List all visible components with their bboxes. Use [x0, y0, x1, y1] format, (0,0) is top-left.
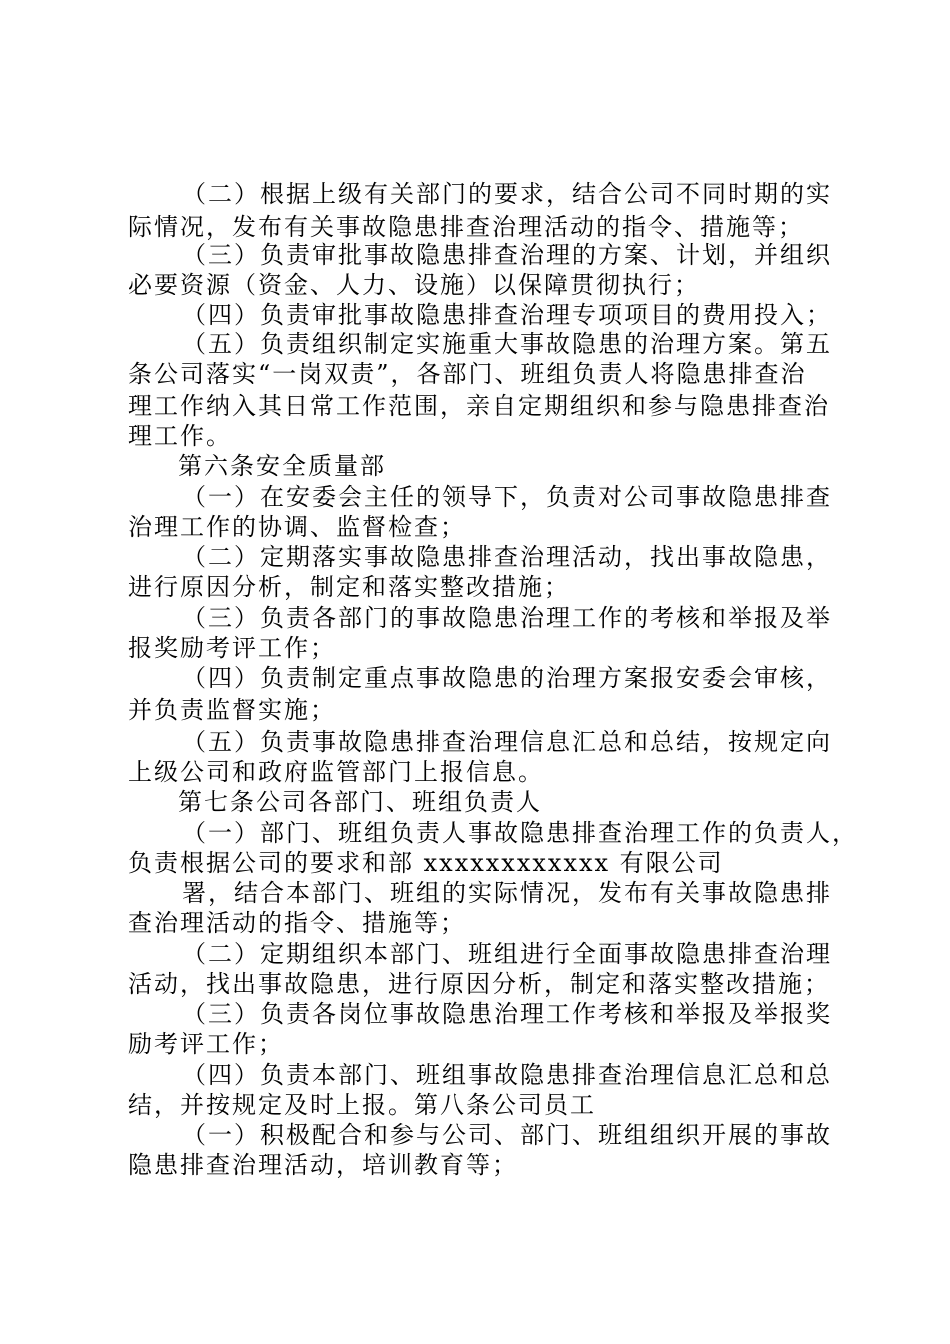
text-line: （一）在安委会主任的领导下，负责对公司事故隐患排查 — [182, 483, 832, 511]
text-line: （三）负责各岗位事故隐患治理工作考核和举报及举报奖 — [182, 1000, 832, 1028]
text-line: 并负责监督实施； — [128, 696, 336, 724]
text-line: 署，结合本部门、班组的实际情况，发布有关事故隐患排 — [182, 879, 832, 907]
text-line: 际情况，发布有关事故隐患排查治理活动的指令、措施等； — [128, 213, 804, 241]
text-line: 必要资源（资金、人力、设施）以保障贯彻执行； — [128, 271, 700, 299]
text-line: 活动，找出事故隐患，进行原因分析，制定和落实整改措施； — [128, 970, 830, 998]
text-line: （二）根据上级有关部门的要求，结合公司不同时期的实 — [182, 180, 832, 208]
text-line: 理工作纳入其日常工作范围，亲自定期组织和参与隐患排查治 — [128, 392, 830, 420]
text-line: 隐患排查治理活动，培训教育等； — [128, 1151, 518, 1179]
text-line: 理工作。 — [128, 422, 232, 450]
text-line: （三）负责各部门的事故隐患治理工作的考核和举报及举 — [182, 604, 832, 632]
text-line: （四）负责本部门、班组事故隐患排查治理信息汇总和总 — [182, 1061, 832, 1089]
text-line: 励考评工作； — [128, 1030, 284, 1058]
text-line: （四）负责审批事故隐患排查治理专项项目的费用投入； — [182, 301, 832, 329]
text-line: 条公司落实“一岗双责”，各部门、班组负责人将隐患排查治 — [128, 360, 807, 388]
text-line: （一）部门、班组负责人事故隐患排查治理工作的负责人， — [182, 819, 858, 847]
text-line: 进行原因分析，制定和落实整改措施； — [128, 573, 570, 601]
text-line: （五）负责组织制定实施重大事故隐患的治理方案。第五 — [182, 330, 832, 358]
text-line: 负责根据公司的要求和部 xxxxxxxxxxxx 有限公司 — [128, 849, 724, 877]
text-line: 上级公司和政府监管部门上报信息。 — [128, 758, 544, 786]
text-line: 结，并按规定及时上报。第八条公司员工 — [128, 1091, 596, 1119]
text-line: （二）定期组织本部门、班组进行全面事故隐患排查治理 — [182, 940, 832, 968]
text-line: （五）负责事故隐患排查治理信息汇总和总结，按规定向 — [182, 728, 832, 756]
text-line: （一）积极配合和参与公司、部门、班组组织开展的事故 — [182, 1121, 832, 1149]
text-line: （二）定期落实事故隐患排查治理活动，找出事故隐患， — [182, 543, 832, 571]
section-heading: 第七条公司各部门、班组负责人 — [178, 788, 542, 816]
text-line: （三）负责审批事故隐患排查治理的方案、计划，并组织 — [182, 241, 832, 269]
text-line: 查治理活动的指令、措施等； — [128, 909, 466, 937]
text-line: （四）负责制定重点事故隐患的治理方案报安委会审核， — [182, 664, 832, 692]
text-line: 报奖励考评工作； — [128, 634, 336, 662]
text-line: 治理工作的协调、监督检查； — [128, 513, 466, 541]
section-heading: 第六条安全质量部 — [178, 452, 386, 480]
